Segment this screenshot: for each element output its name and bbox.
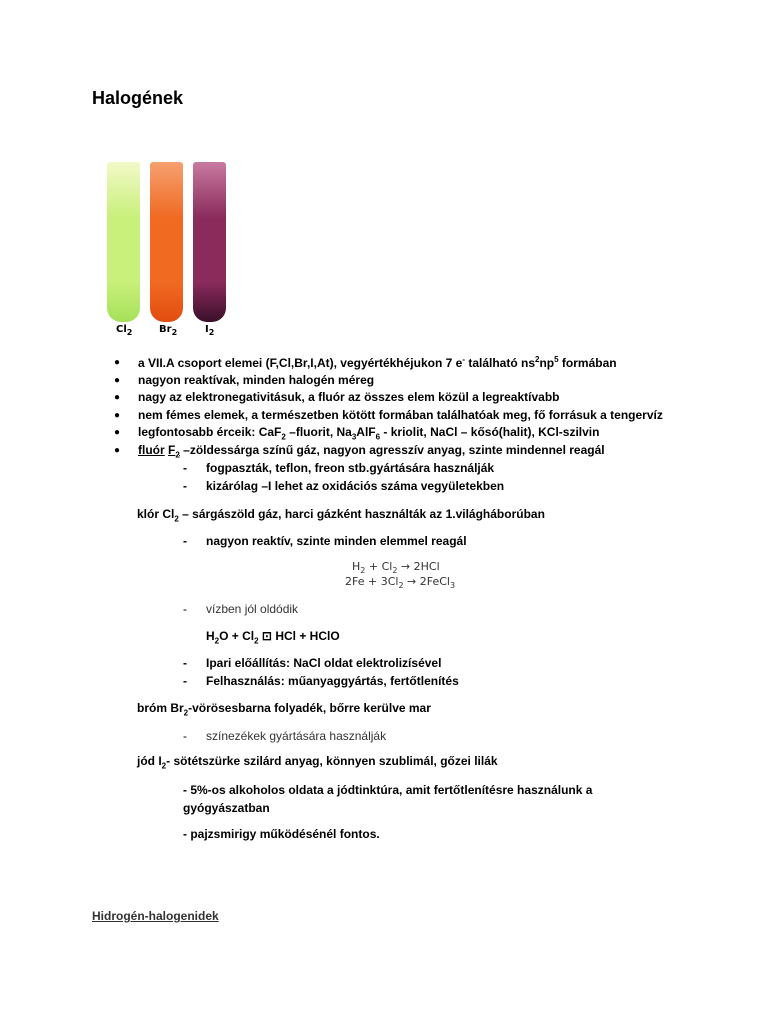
bullet-item: legfontosabb érceik: CaF$_2$ –fluorit, $Na_3AlF_6$ - kriolit, NaCl – kősó(halit), KCl-szilvin <box>138 425 600 442</box>
fluor-use: fogpaszták, teflon, freon stb.gyártására használják <box>206 461 495 475</box>
page-title: Halogének <box>92 88 184 108</box>
bullet-item: nem fémes elemek, a természetben kötött formában találhatóak meg, fő forrásuk a tengervíz <box>138 408 663 422</box>
jod-heading: jód $I_2-$ sötétszürke szilárd anyag, könnyen szublimál, gőzei lilák <box>137 754 498 771</box>
iodine-tube <box>193 162 226 322</box>
klor-usage: Felhasználás: műanyaggyártás, fertőtlenítés <box>206 674 459 688</box>
bullet-item: fluór $F_2$ –zöldessárga színű gáz, nagyon agresszív anyag, szinte mindennel reagál <box>138 443 605 460</box>
klor-reactivity: nagyon reaktív, szinte minden elemmel reagál <box>206 534 467 548</box>
klor-production: Ipari előállítás: NaCl oldat elektrolizísével <box>206 656 442 670</box>
dash-marker: - <box>183 479 187 493</box>
klor-heading: klór $Cl_2$ – sárgászöld gáz, harci gázként használták az 1.világháborúban <box>137 507 545 524</box>
brom-usage: színezékek gyártására használják <box>206 729 387 743</box>
bullet-dot: ● <box>114 427 121 438</box>
jod-tincture: - 5%-os alkoholos oldata a jódtinktúra, amit fertőtlenítésre használunk a <box>183 783 593 797</box>
bullet-dot: ● <box>114 410 121 421</box>
jod-thyroid: - pajzsmirigy működésénél fontos. <box>183 827 380 841</box>
bromine-label: $Br_2$ <box>159 324 178 337</box>
bullet-item: nagy az elektronegativitásuk, a fluór az összes elem közül a legreaktívabb <box>138 390 560 404</box>
equation-hclo: $H_2O + Cl_2$ ⊡ HCl + HClO <box>206 629 340 646</box>
chlorine-tube <box>107 162 140 322</box>
bromine-tube <box>150 162 183 322</box>
equation-hcl: $H_2 + Cl_2 \to 2HCl$ <box>352 560 440 576</box>
chlorine-label: $Cl_2$ <box>116 324 133 337</box>
dash-marker: - <box>183 602 187 616</box>
test-tubes-figure <box>104 158 228 338</box>
brom-heading: bróm $Br_2$-vörösesbarna folyadék, bőrre kerülve mar <box>137 701 431 718</box>
klor-solubility: vízben jól oldódik <box>206 602 299 616</box>
dash-marker: - <box>183 674 187 688</box>
section-heading: Hidrogén-halogenidek <box>92 909 219 923</box>
bullet-item: a VII.A csoport elemei (F,Cl,Br,I,At), vegyértékhéjukon 7 e- található $ns^2np^5$ formában <box>138 355 617 370</box>
fluor-oxidation: kizárólag –I lehet az oxidációs száma vegyületekben <box>206 479 505 493</box>
bullet-dot: ● <box>114 445 121 456</box>
dash-marker: - <box>183 461 187 475</box>
bullet-dot: ● <box>114 357 121 368</box>
dash-marker: - <box>183 729 187 743</box>
equation-fecl3: $2Fe + 3Cl_2$ → 2FeCl$_3$ <box>345 575 456 591</box>
bullet-dot: ● <box>114 375 121 386</box>
jod-tincture-cont: gyógyászatban <box>183 801 270 815</box>
dash-marker: - <box>183 534 187 548</box>
bullet-dot: ● <box>114 392 121 403</box>
iodine-label: $I_2$ <box>205 324 215 337</box>
dash-marker: - <box>183 656 187 670</box>
bullet-item: nagyon reaktívak, minden halogén méreg <box>138 373 375 387</box>
